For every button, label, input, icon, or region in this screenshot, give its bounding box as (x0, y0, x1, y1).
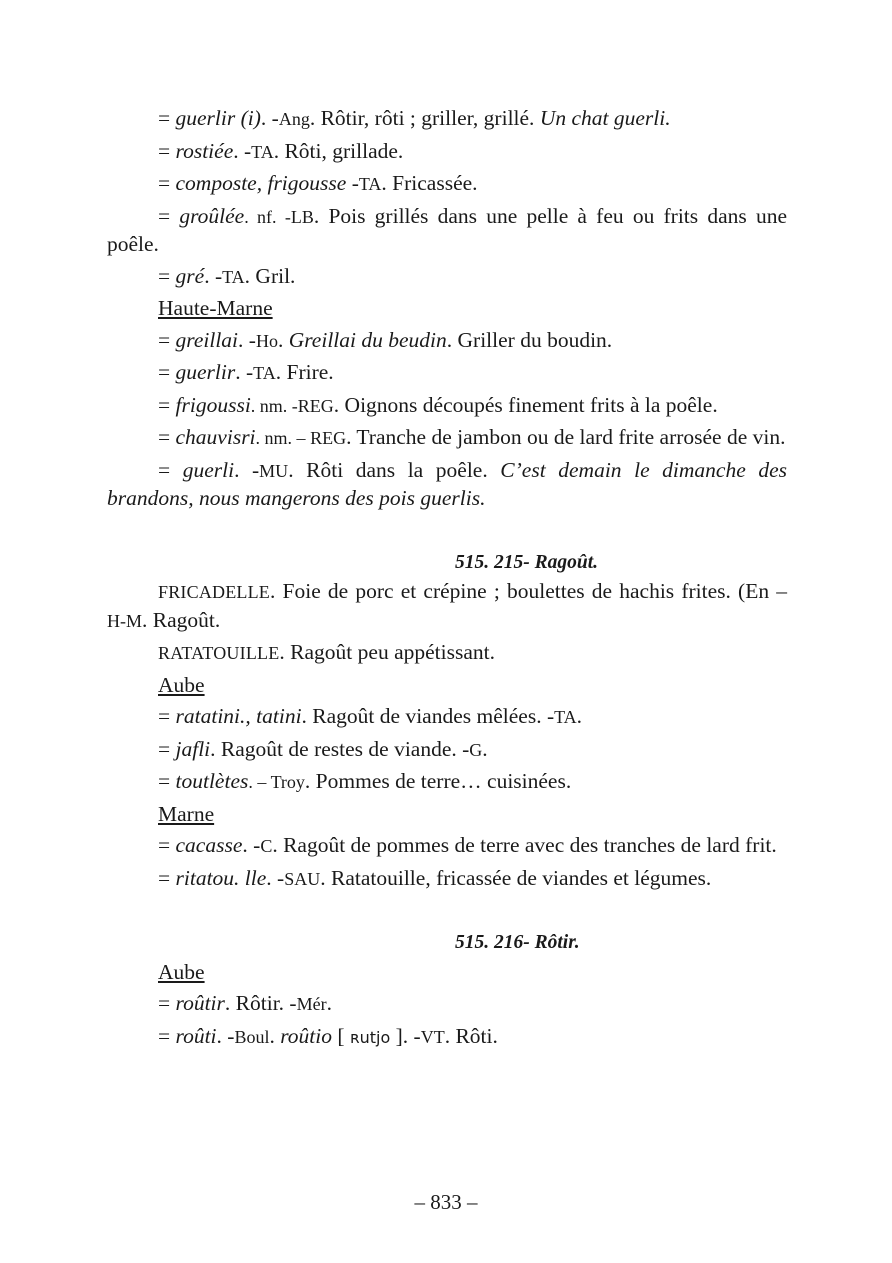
entry-guerlir-2: = guerlir. -TA. Frire. (158, 360, 334, 384)
region-heading-aube-2: Aube (158, 959, 205, 984)
entry-guerli: = guerli. -MU. Rôti dans la poêle. C’est demain le dimanche des brandons, nous mangerons des pois guerlis. (107, 457, 787, 510)
entry-toutletes: = toutlètes. – Troy. Pommes de terre… cuisinées. (158, 769, 572, 793)
entry-chauvisri: = chauvisri. nm. – REG. Tranche de jambon ou de lard frite arrosée de vin. (158, 425, 786, 449)
region-heading-aube: Aube (158, 672, 205, 697)
entry-ratatouille: RATATOUILLE. Ragoût peu appétissant. (158, 640, 495, 664)
region-heading-haute-marne: Haute-Marne (158, 296, 273, 320)
entry-guerlir: = guerlir (i). -Ang. Rôtir, rôti ; griller, grillé. Un chat guerli. (158, 106, 671, 130)
source-abbr: Ang (278, 109, 310, 129)
example-text: Un chat guerli. (539, 106, 671, 130)
entry-greillai: = greillai. -Ho. Greillai du beudin. Griller du boudin. (158, 327, 613, 352)
page-number: – 833 – (414, 1190, 478, 1214)
entry-groulee: = groûlée. nf. -LB. Pois grillés dans une pelle à feu ou frits dans une poêle. (107, 203, 787, 256)
entry-routir: = roûtir. Rôtir. -Mér. (158, 991, 332, 1015)
entry-jafli: = jafli. Ragoût de restes de viande. -G. (158, 736, 488, 761)
entry-routi: = roûti. -Boul. roûtio [ ʀutjo ]. -VT. Rôti. (158, 1023, 498, 1048)
phonetic-transcription: ʀutjo (349, 1027, 391, 1047)
entry-ratatini: = ratatini., tatini. Ragoût de viandes mêlées. -TA. (158, 704, 583, 728)
section-heading-ragout: 515. 215- Ragoût. (455, 551, 599, 573)
region-heading-marne: Marne (158, 801, 215, 826)
entry-rostiee: = rostiée. -TA. Rôti, grillade. (158, 138, 404, 163)
entry-gre: = gré. -TA. Gril. (158, 263, 296, 288)
entry-term: guerlir (i) (175, 106, 261, 130)
entry-composte: = composte, frigousse -TA. Fricassée. (158, 171, 478, 195)
entry-fricadelle: FRICADELLE. Foie de porc et crépine ; boulettes de hachis frites. (En – H-M. Ragoût. (107, 579, 787, 632)
entry-cacasse: = cacasse. -C. Ragoût de pommes de terre avec des tranches de lard frit. (158, 833, 777, 857)
entry-frigoussi: = frigoussi. nm. -REG. Oignons découpés finement frits à la poêle. (158, 392, 718, 417)
section-heading-rotir: 515. 216- Rôtir. (455, 932, 580, 953)
entry-ritatoulle: = ritatou. lle. -SAU. Ratatouille, fricassée de viandes et légumes. (158, 865, 712, 890)
document-page (107, 105, 787, 1055)
